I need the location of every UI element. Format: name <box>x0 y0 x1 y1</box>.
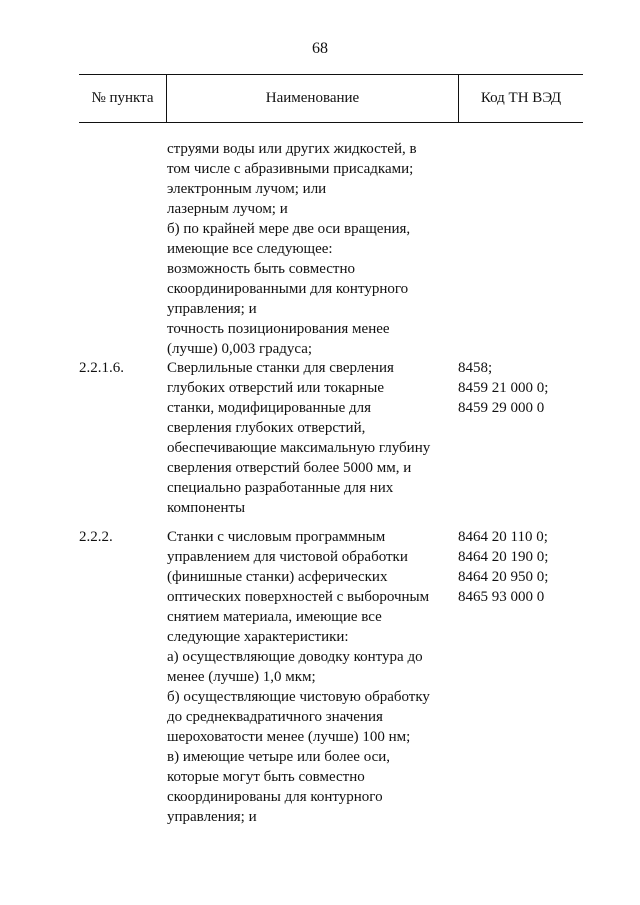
text-line: точность позиционирования менее <box>167 321 390 337</box>
text-line: компоненты <box>167 500 246 516</box>
code-line: 8464 20 190 0; <box>458 549 549 565</box>
item-name <box>167 527 457 827</box>
code-line: 8464 20 110 0; <box>458 529 548 545</box>
text-line: станки, модифицированные для <box>167 400 372 416</box>
code-line: 8459 29 000 0 <box>458 400 545 416</box>
text-line: управлением для чистовой обработки <box>167 549 408 565</box>
text-line: до среднеквадратичного значения <box>167 709 383 725</box>
text-line: а) осуществляющие доводку контура до <box>167 649 423 665</box>
text-line: возможность быть совместно <box>167 261 355 277</box>
code-line: 8464 20 950 0; <box>458 569 549 585</box>
text-line: б) по крайней мере две оси вращения, <box>167 221 411 237</box>
text-line: менее (лучше) 1,0 мкм; <box>167 669 316 685</box>
continuation-text <box>167 139 457 359</box>
text-line: скоординированы для контурного <box>167 789 383 805</box>
text-line: (лучше) 0,003 градуса; <box>167 341 313 357</box>
table-header <box>79 74 583 123</box>
text-line: сверления отверстий более 5000 мм, и <box>167 460 412 476</box>
text-line: в) имеющие четыре или более оси, <box>167 749 391 765</box>
code-line: 8465 93 000 0 <box>458 589 545 605</box>
item-codes <box>458 527 588 607</box>
text-line: снятием материала, имеющие все <box>167 609 382 625</box>
column-header-code: Код ТН ВЭД <box>480 90 562 106</box>
text-line: специально разработанные для них <box>167 480 394 496</box>
code-line: 8459 21 000 0; <box>458 380 549 396</box>
text-line: имеющие все следующее: <box>167 241 333 257</box>
text-line: управления; и <box>167 809 257 825</box>
text-line: сверления глубоких отверстий, <box>167 420 366 436</box>
text-line: которые могут быть совместно <box>167 769 365 785</box>
text-line: обеспечивающие максимальную глубину <box>167 440 431 456</box>
text-line: (финишные станки) асферических <box>167 569 388 585</box>
text-line: том числе с абразивными присадками; <box>167 161 414 177</box>
item-number: 2.2.2. <box>79 529 113 545</box>
text-line: глубоких отверстий или токарные <box>167 380 385 396</box>
text-line: следующие характеристики: <box>167 629 349 645</box>
text-line: Станки с числовым программным <box>167 529 386 545</box>
text-line: шероховатости менее (лучше) 100 нм; <box>167 729 411 745</box>
column-header-number: № пункта <box>91 90 154 106</box>
text-line: б) осуществляющие чистовую обработку <box>167 689 430 705</box>
text-line: скоординированными для контурного <box>167 281 409 297</box>
item-number: 2.2.1.6. <box>79 360 124 376</box>
column-header-name: Наименование <box>166 75 459 122</box>
text-line: лазерным лучом; и <box>167 201 288 217</box>
text-line: Сверлильные станки для сверления <box>167 360 394 376</box>
page-number: 68 <box>312 40 328 57</box>
code-line: 8458; <box>458 360 493 376</box>
item-codes <box>458 358 588 418</box>
text-line: оптических поверхностей с выборочным <box>167 589 430 605</box>
text-line: электронным лучом; или <box>167 181 327 197</box>
item-name <box>167 358 457 518</box>
text-line: струями воды или других жидкостей, в <box>167 141 417 157</box>
text-line: управления; и <box>167 301 257 317</box>
